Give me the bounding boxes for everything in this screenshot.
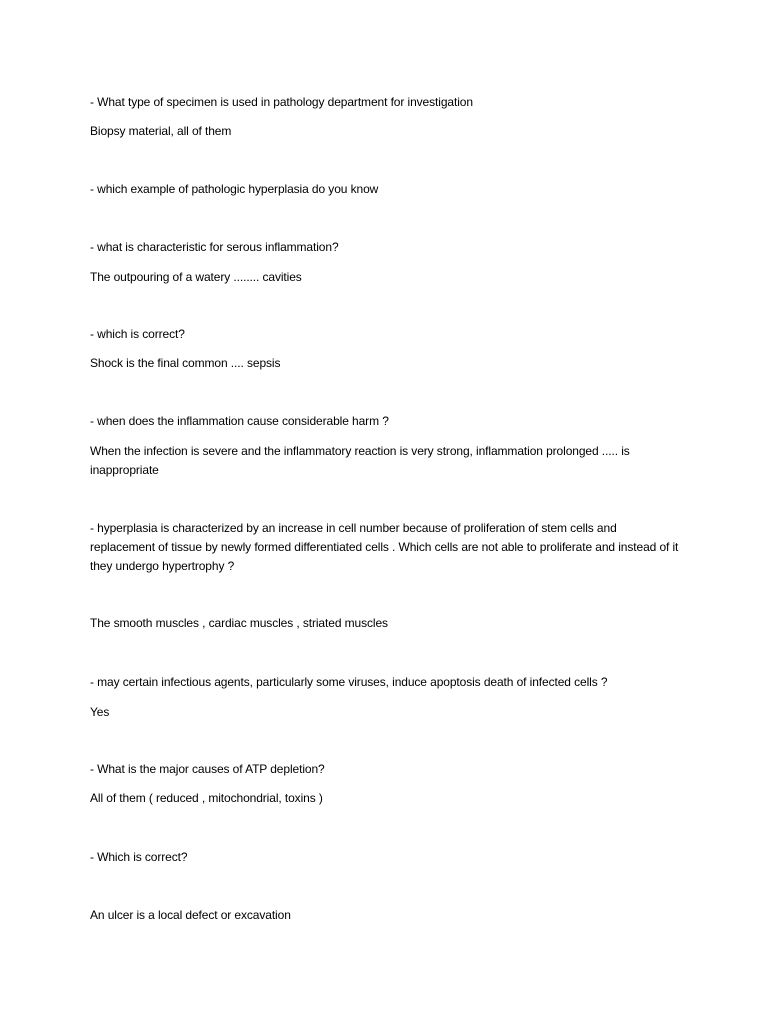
answer-atp-depletion: All of them ( reduced , mitochondrial, toxins )	[90, 791, 323, 805]
question-pathologic-hyperplasia: - which example of pathologic hyperplasia do you know	[90, 182, 379, 196]
question-inflammation-harm: - when does the inflammation cause considerable harm ?	[90, 414, 389, 428]
answer-serous-inflammation: The outpouring of a watery ........ cavities	[90, 270, 302, 284]
answer-infectious-apoptosis: Yes	[90, 705, 110, 719]
answer-inflammation-harm: When the infection is severe and the inflammatory reaction is very strong, inflammation prolonged ..... is inappropriate	[90, 444, 630, 477]
question-serous-inflammation: - what is characteristic for serous inflammation?	[90, 240, 339, 254]
answer-shock: Shock is the final common .... sepsis	[90, 356, 281, 370]
question-which-correct-ulcer: - Which is correct?	[90, 850, 188, 864]
question-infectious-apoptosis: - may certain infectious agents, particularly some viruses, induce apoptosis death of infected cells ?	[90, 675, 608, 689]
question-which-correct-shock: - which is correct?	[90, 327, 185, 341]
answer-ulcer: An ulcer is a local defect or excavation	[90, 908, 291, 922]
question-specimen-type: - What type of specimen is used in pathology department for investigation	[90, 95, 473, 109]
question-hyperplasia-hypertrophy: - hyperplasia is characterized by an increase in cell number because of proliferation of stem cells and replacement of tissue by newly formed differentiated cells . Which cells are not able to proliferate and instead of it they undergo hypertrophy ?	[90, 521, 679, 573]
answer-specimen-type: Biopsy material, all of them	[90, 124, 232, 138]
question-atp-depletion: - What is the major causes of ATP depletion?	[90, 762, 325, 776]
answer-hyperplasia-hypertrophy: The smooth muscles , cardiac muscles , striated muscles	[90, 616, 388, 630]
